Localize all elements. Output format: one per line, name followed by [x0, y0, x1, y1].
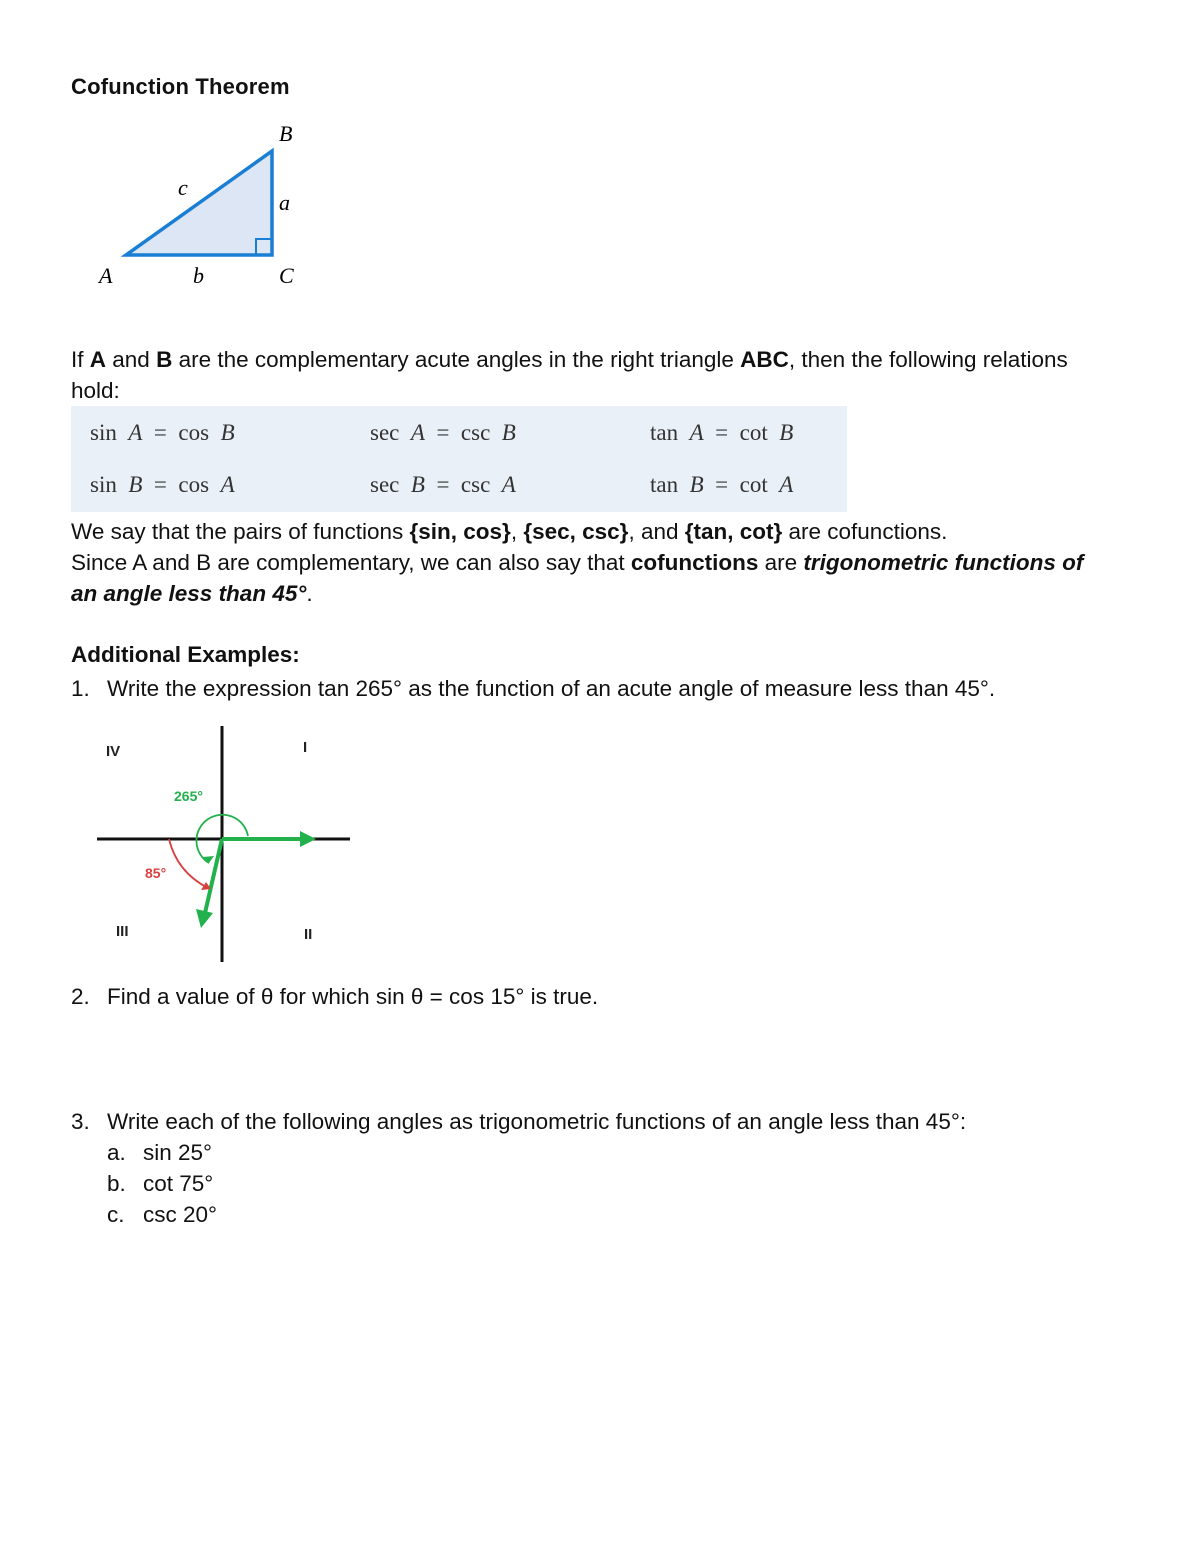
pair-sin-cos: {sin, cos}: [409, 519, 511, 544]
sub-item-label: c.: [107, 1202, 125, 1227]
question-number: 3.: [71, 1109, 90, 1134]
angle-variable: A: [128, 420, 143, 445]
intro-text: If: [71, 347, 90, 372]
sub-item-label: a.: [107, 1140, 126, 1165]
cofunction-text: We say that the pairs of functions: [71, 519, 410, 544]
question-number: 2.: [71, 984, 90, 1009]
equals-sign: =: [436, 420, 450, 445]
angle-variable: B: [689, 472, 704, 497]
angle-variable: B: [501, 420, 516, 445]
intro-text: , then the following relations: [788, 347, 1068, 372]
pair-tan-cot: {tan, cot}: [684, 519, 783, 544]
question-text: Write the expression tan 265° as the function of an acute angle of measure less than 45°.: [107, 676, 996, 701]
sub-item-text: csc 20°: [143, 1202, 218, 1227]
angle-265-label: 265°: [174, 788, 203, 804]
angle-variable: B: [779, 420, 794, 445]
angle-variable: B: [220, 420, 235, 445]
function-name: tan: [650, 472, 679, 497]
question-text: Find a value of θ for which sin θ = cos 15° is true.: [107, 984, 599, 1009]
sub-item-text: cot 75°: [143, 1171, 214, 1196]
equals-sign: =: [153, 472, 167, 497]
angle-variable: A: [220, 472, 235, 497]
cofunction-text: .: [306, 581, 313, 606]
examples-heading: Additional Examples:: [71, 642, 300, 667]
vertex-a-label: A: [99, 263, 113, 288]
page-title: Cofunction Theorem: [71, 74, 290, 99]
question-3: [71, 1106, 1151, 1137]
equals-sign: =: [436, 472, 450, 497]
angle-variable: A: [779, 472, 794, 497]
angle-variable: A: [501, 472, 516, 497]
cofunction-text: are cofunctions.: [782, 519, 948, 544]
relation-sec-a: [370, 420, 516, 446]
equals-sign: =: [153, 420, 167, 445]
question-3-item-c: [107, 1199, 217, 1230]
cofunction-text: , and: [628, 519, 685, 544]
cofunction-text: ,: [510, 519, 524, 544]
function-name: csc: [460, 472, 491, 497]
angle-b-bold: B: [156, 347, 173, 372]
cofunction-definition: an angle less than 45°: [71, 581, 307, 606]
angle-85-label: 85°: [145, 865, 167, 881]
cofunction-text: are: [758, 550, 804, 575]
pair-sec-csc: {sec, csc}: [523, 519, 629, 544]
side-a-label: a: [279, 190, 290, 215]
relation-tan-b: [650, 472, 793, 498]
quadrant-iv-label: IV: [106, 743, 121, 760]
angle-variable: A: [410, 420, 425, 445]
question-2: [71, 981, 1151, 1012]
side-b-label: b: [193, 263, 204, 288]
function-name: cot: [739, 472, 768, 497]
intro-text: are the complementary acute angles in the right triangle: [172, 347, 741, 372]
intro-paragraph: [71, 344, 1151, 406]
intro-text: hold:: [71, 378, 120, 403]
function-name: tan: [650, 420, 679, 445]
function-name: cos: [178, 420, 210, 445]
sub-item-label: b.: [107, 1171, 126, 1196]
intro-text: and: [106, 347, 157, 372]
question-text: Write each of the following angles as trigonometric functions of an angle less than 45°:: [107, 1109, 967, 1134]
cofunction-definition: trigonometric functions of: [803, 550, 1084, 575]
right-triangle-diagram: [90, 115, 320, 295]
cofunctions-bold: cofunctions: [630, 550, 759, 575]
angle-variable: A: [689, 420, 704, 445]
question-3-item-a: [107, 1137, 212, 1168]
quadrant-i-label: I: [303, 739, 308, 756]
quadrant-angle-diagram: [72, 712, 362, 970]
function-name: csc: [460, 420, 491, 445]
angle-variable: B: [410, 472, 425, 497]
question-number: 1.: [71, 676, 90, 701]
function-name: sin: [90, 420, 117, 445]
function-name: cot: [739, 420, 768, 445]
function-name: cos: [178, 472, 210, 497]
angle-variable: B: [128, 472, 143, 497]
side-c-label: c: [178, 175, 188, 200]
equals-sign: =: [715, 420, 729, 445]
quadrant-iii-label: III: [116, 923, 129, 940]
question-1: [71, 673, 1151, 704]
quadrant-ii-label: II: [304, 926, 313, 943]
cofunction-text: Since A and B are complementary, we can also say that: [71, 550, 631, 575]
triangle-shape: [126, 151, 272, 255]
function-name: sec: [370, 420, 400, 445]
sub-item-text: sin 25°: [143, 1140, 213, 1165]
function-name: sin: [90, 472, 117, 497]
triangle-name-bold: ABC: [740, 347, 789, 372]
question-3-item-b: [107, 1168, 213, 1199]
relation-tan-a: [650, 420, 793, 446]
cofunction-relations-box: [71, 406, 847, 512]
relation-sin-b: [90, 472, 235, 498]
function-name: sec: [370, 472, 400, 497]
relation-sin-a: [90, 420, 235, 446]
vertex-b-label: B: [279, 121, 293, 146]
equals-sign: =: [715, 472, 729, 497]
cofunctions-paragraph: [71, 516, 1151, 609]
angle-a-bold: A: [89, 347, 107, 372]
vertex-c-label: C: [279, 263, 294, 288]
relation-sec-b: [370, 472, 516, 498]
